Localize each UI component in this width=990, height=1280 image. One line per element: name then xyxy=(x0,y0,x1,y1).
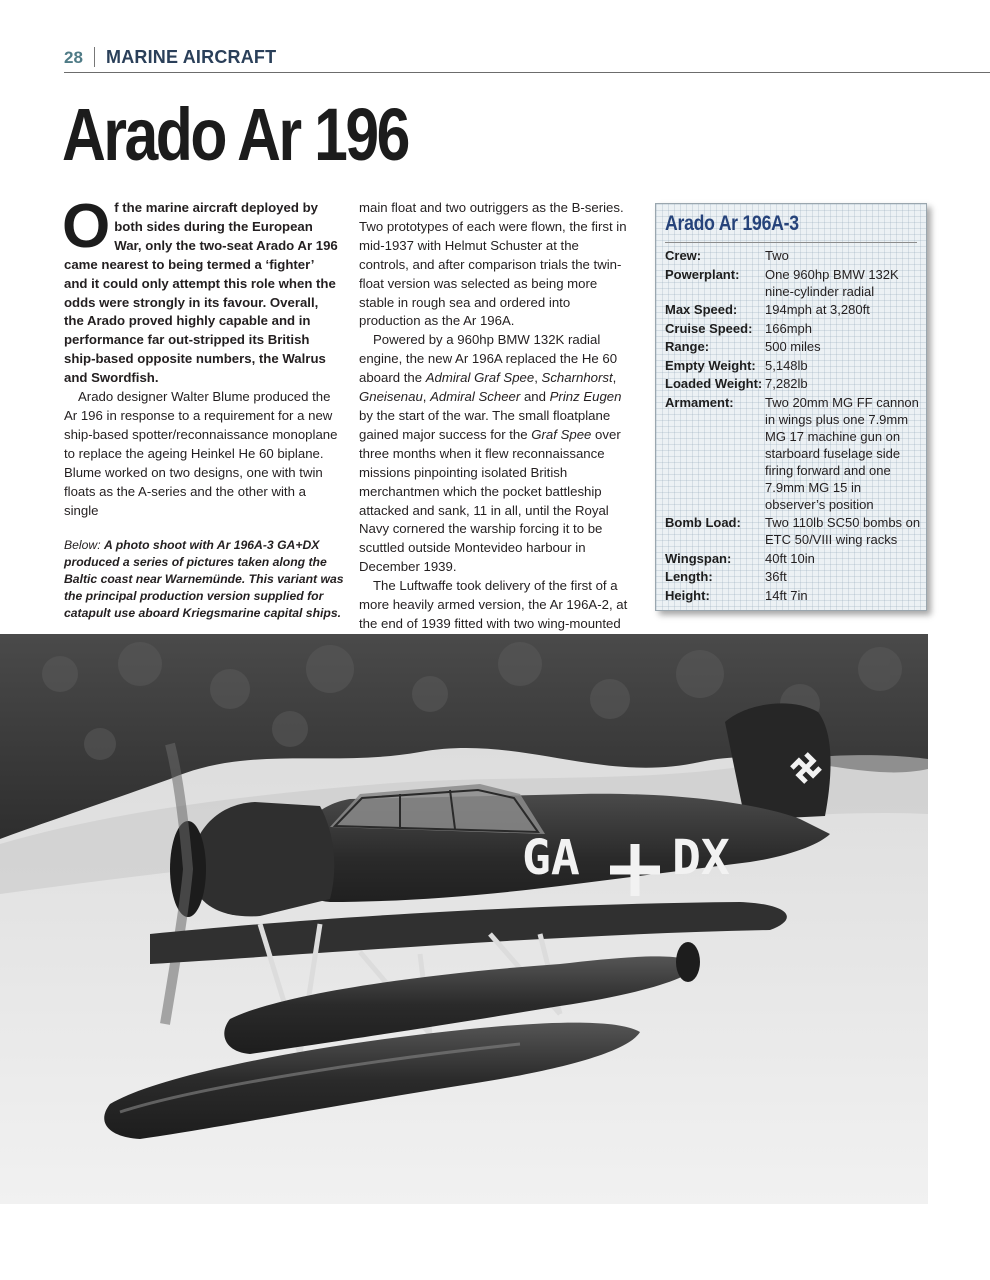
spec-row xyxy=(665,248,921,265)
spec-value: Two 110lb SC50 bombs on ETC 50/VIII wing racks xyxy=(765,515,921,547)
spec-value: 14ft 7in xyxy=(765,587,808,603)
page-number: 28 xyxy=(64,48,83,67)
drop-cap: O xyxy=(62,192,111,261)
spec-value: 7,282lb xyxy=(765,376,808,392)
photo-caption xyxy=(64,537,344,622)
spec-row xyxy=(665,339,921,356)
ship-name: Prinz Eugen xyxy=(549,389,622,405)
separator: , xyxy=(422,389,431,405)
spec-row xyxy=(665,569,921,586)
spec-label: Armament: xyxy=(665,395,734,411)
spec-row xyxy=(665,588,921,605)
spec-label: Bomb Load: xyxy=(665,515,741,531)
specifications-rule xyxy=(665,242,917,243)
paragraph-1: Arado designer Walter Blume produced the Ar 196 in response to a requirement for a new ship-based spotter/reconnaissance monoplane to replace the ageing Heinkel He 60 biplane. Blume worked on two designs, one with twin floats as the A-series and the other with a single xyxy=(64,389,338,518)
running-header xyxy=(64,44,990,73)
spec-label: Max Speed: xyxy=(665,302,738,318)
caption-prefix: Below: xyxy=(64,538,104,552)
spec-label: Powerplant: xyxy=(665,266,740,282)
floatplane-photo-illustration xyxy=(0,634,928,1204)
spec-value: Two 20mm MG FF cannon in wings plus one 7.9mm MG 17 machine gun on starboard fuselage side firing forward and one 7.9mm MG 15 in observer’s position xyxy=(765,395,919,512)
text-column-1 xyxy=(62,192,339,520)
spec-label: Length: xyxy=(665,569,713,585)
spec-row xyxy=(665,376,921,393)
aircraft-photo xyxy=(0,634,928,1204)
ship-name: Scharnhorst xyxy=(541,370,613,386)
spec-value: 500 miles xyxy=(765,339,821,355)
spec-label: Height: xyxy=(665,587,710,603)
spec-label: Crew: xyxy=(665,248,702,263)
spec-label: Cruise Speed: xyxy=(665,320,753,336)
paragraph-3-text-b: by the start of the war. The small floatplane gained major success for the xyxy=(359,407,611,442)
specifications-list xyxy=(665,248,921,606)
spec-row xyxy=(665,302,921,319)
spec-value: 194mph at 3,280ft xyxy=(765,302,870,318)
separator: , xyxy=(612,370,617,386)
header-divider xyxy=(94,47,95,67)
spec-row xyxy=(665,267,921,301)
lead-paragraph xyxy=(62,192,339,388)
spec-row xyxy=(665,395,921,513)
spec-value: Two xyxy=(765,248,789,263)
spec-row xyxy=(665,358,921,375)
spec-label: Range: xyxy=(665,339,710,355)
specifications-title: Arado Ar 196A-3 xyxy=(665,212,799,235)
float-nose xyxy=(676,942,700,982)
spec-value: 166mph xyxy=(765,320,812,336)
spec-row xyxy=(665,321,921,338)
spec-value: 40ft 10in xyxy=(765,550,815,566)
spec-value: 36ft xyxy=(765,569,787,585)
ship-name: Admiral Scheer xyxy=(430,389,521,405)
ship-name: Graf Spee xyxy=(531,426,592,442)
paragraph-3 xyxy=(359,331,632,577)
paragraph-3-text-c: over three months when it flew reconnaissance missions pinpointing isolated British merchantmen which the pocket battleship attacked and sank, 11 in all, until the Royal Navy cornered the warship forcing it to be scuttled outside Montevideo harbour in December 1939. xyxy=(359,426,621,575)
lead-text: f the marine aircraft deployed by both sides during the European War, only the two-seat Arado Ar 196 came nearest to being termed a ‘fighter’ and it could only attempt this role when the odds were strongly in its favour. Overall, the Arado proved highly capable and in performance far out-stripped its British ship-based opposite numbers, the Walrus and Swordfish. xyxy=(64,200,338,386)
text-column-2 xyxy=(359,199,632,634)
specifications-box xyxy=(655,203,927,611)
section-title: MARINE AIRCRAFT xyxy=(106,47,277,67)
spec-label: Loaded Weight: xyxy=(665,376,763,392)
fuselage-code-right: DX xyxy=(672,830,730,886)
separator: , xyxy=(534,370,542,386)
spec-value: 5,148lb xyxy=(765,357,808,373)
paragraph-2: main float and two outriggers as the B-series. Two prototypes of each were flown, the first in mid-1937 with Helmut Schuster at the controls, and after comparison trials the twin-float version was selected as being more stable in rough sea and ordered into production as the Ar 196A. xyxy=(359,200,627,329)
paragraph-4: The Luftwaffe took delivery of the first of a more heavily armed version, the Ar 196A-2, at the end of 1939 fitted with two wing-mounted xyxy=(359,578,628,631)
spec-label: Wingspan: xyxy=(665,550,732,566)
fuselage-code-left: GA xyxy=(522,830,580,886)
caption-text: A photo shoot with Ar 196A-3 GA+DX produced a series of pictures taken along the Baltic coast near Warnemünde. This variant was the principal production version supplied for catapult use aboard Kriegsmarine capital ships. xyxy=(64,538,344,620)
spec-row xyxy=(665,551,921,568)
separator: and xyxy=(520,389,550,405)
spec-row xyxy=(665,515,921,549)
spec-label: Empty Weight: xyxy=(665,357,756,373)
paragraph-3-text-a: Powered by a 960hp BMW 132K radial engine, the new Ar 196A replaced the He 60 aboard the xyxy=(359,332,618,386)
article-title: Arado Ar 196 xyxy=(62,93,408,176)
ship-name: Gneisenau xyxy=(359,389,423,405)
spec-value: One 960hp BMW 132K nine-cylinder radial xyxy=(765,266,899,299)
ship-name: Admiral Graf Spee xyxy=(425,370,535,386)
